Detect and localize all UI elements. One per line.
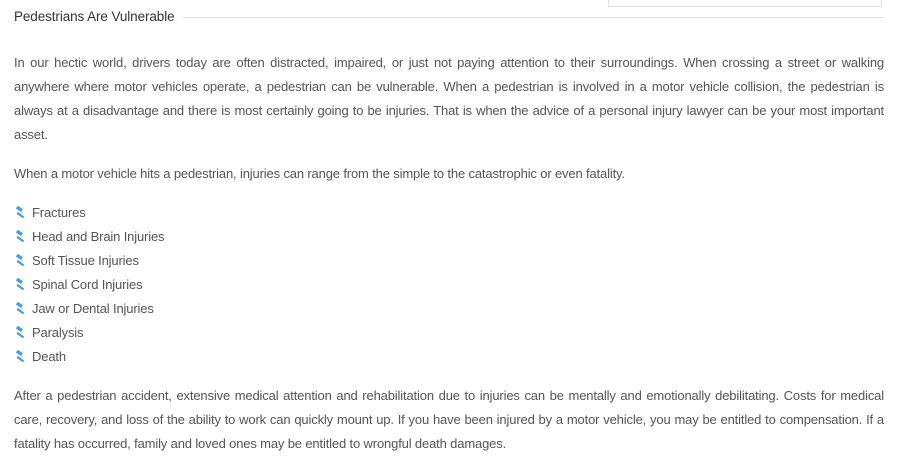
list-item [14, 321, 884, 345]
gavel-icon [14, 230, 28, 244]
heading-divider [183, 17, 884, 18]
injury-label: Head and Brain Injuries [32, 229, 165, 244]
list-item [14, 297, 884, 321]
section-title: Pedestrians Are Vulnerable [14, 8, 175, 24]
list-item [14, 345, 884, 369]
list-item [14, 273, 884, 297]
section-heading-row [14, 6, 884, 26]
injury-label: Jaw or Dental Injuries [32, 301, 154, 316]
closing-paragraph: After a pedestrian accident, extensive medical attention and rehabilitation due to injuries can be mentally and emotionally debilitating. Costs for medical care, recovery, and loss of the ability to work can quickly mount up. If you have been injured by a motor vehicle, you may be entitled to compensation. If a fatality has occurred, family and loved ones may be entitled to wrongful death damages. [14, 388, 884, 451]
injury-label: Spinal Cord Injuries [32, 277, 143, 292]
injury-label: Death [32, 349, 66, 364]
gavel-icon [14, 206, 28, 220]
injury-range-paragraph: When a motor vehicle hits a pedestrian, injuries can range from the simple to the catastrophic or even fatality. [14, 166, 625, 181]
list-item [14, 249, 884, 273]
list-item [14, 201, 884, 225]
gavel-icon [14, 302, 28, 316]
gavel-icon [14, 350, 28, 364]
injury-label: Paralysis [32, 325, 84, 340]
list-item [14, 225, 884, 249]
injury-label: Soft Tissue Injuries [32, 253, 139, 268]
gavel-icon [14, 278, 28, 292]
injury-list [14, 201, 884, 369]
injury-label: Fractures [32, 205, 86, 220]
gavel-icon [14, 254, 28, 268]
article-content [14, 51, 884, 456]
intro-paragraph: In our hectic world, drivers today are often distracted, impaired, or just not paying attention to their surroundings. When crossing a street or walking anywhere where motor vehicles operate, a pedestrian can be vulnerable. When a pedestrian is involved in a motor vehicle collision, the pedestrian is always at a disadvantage and there is most certainly going to be injuries. That is when the advice of a personal injury lawyer can be your most important asset. [14, 55, 884, 142]
gavel-icon [14, 326, 28, 340]
